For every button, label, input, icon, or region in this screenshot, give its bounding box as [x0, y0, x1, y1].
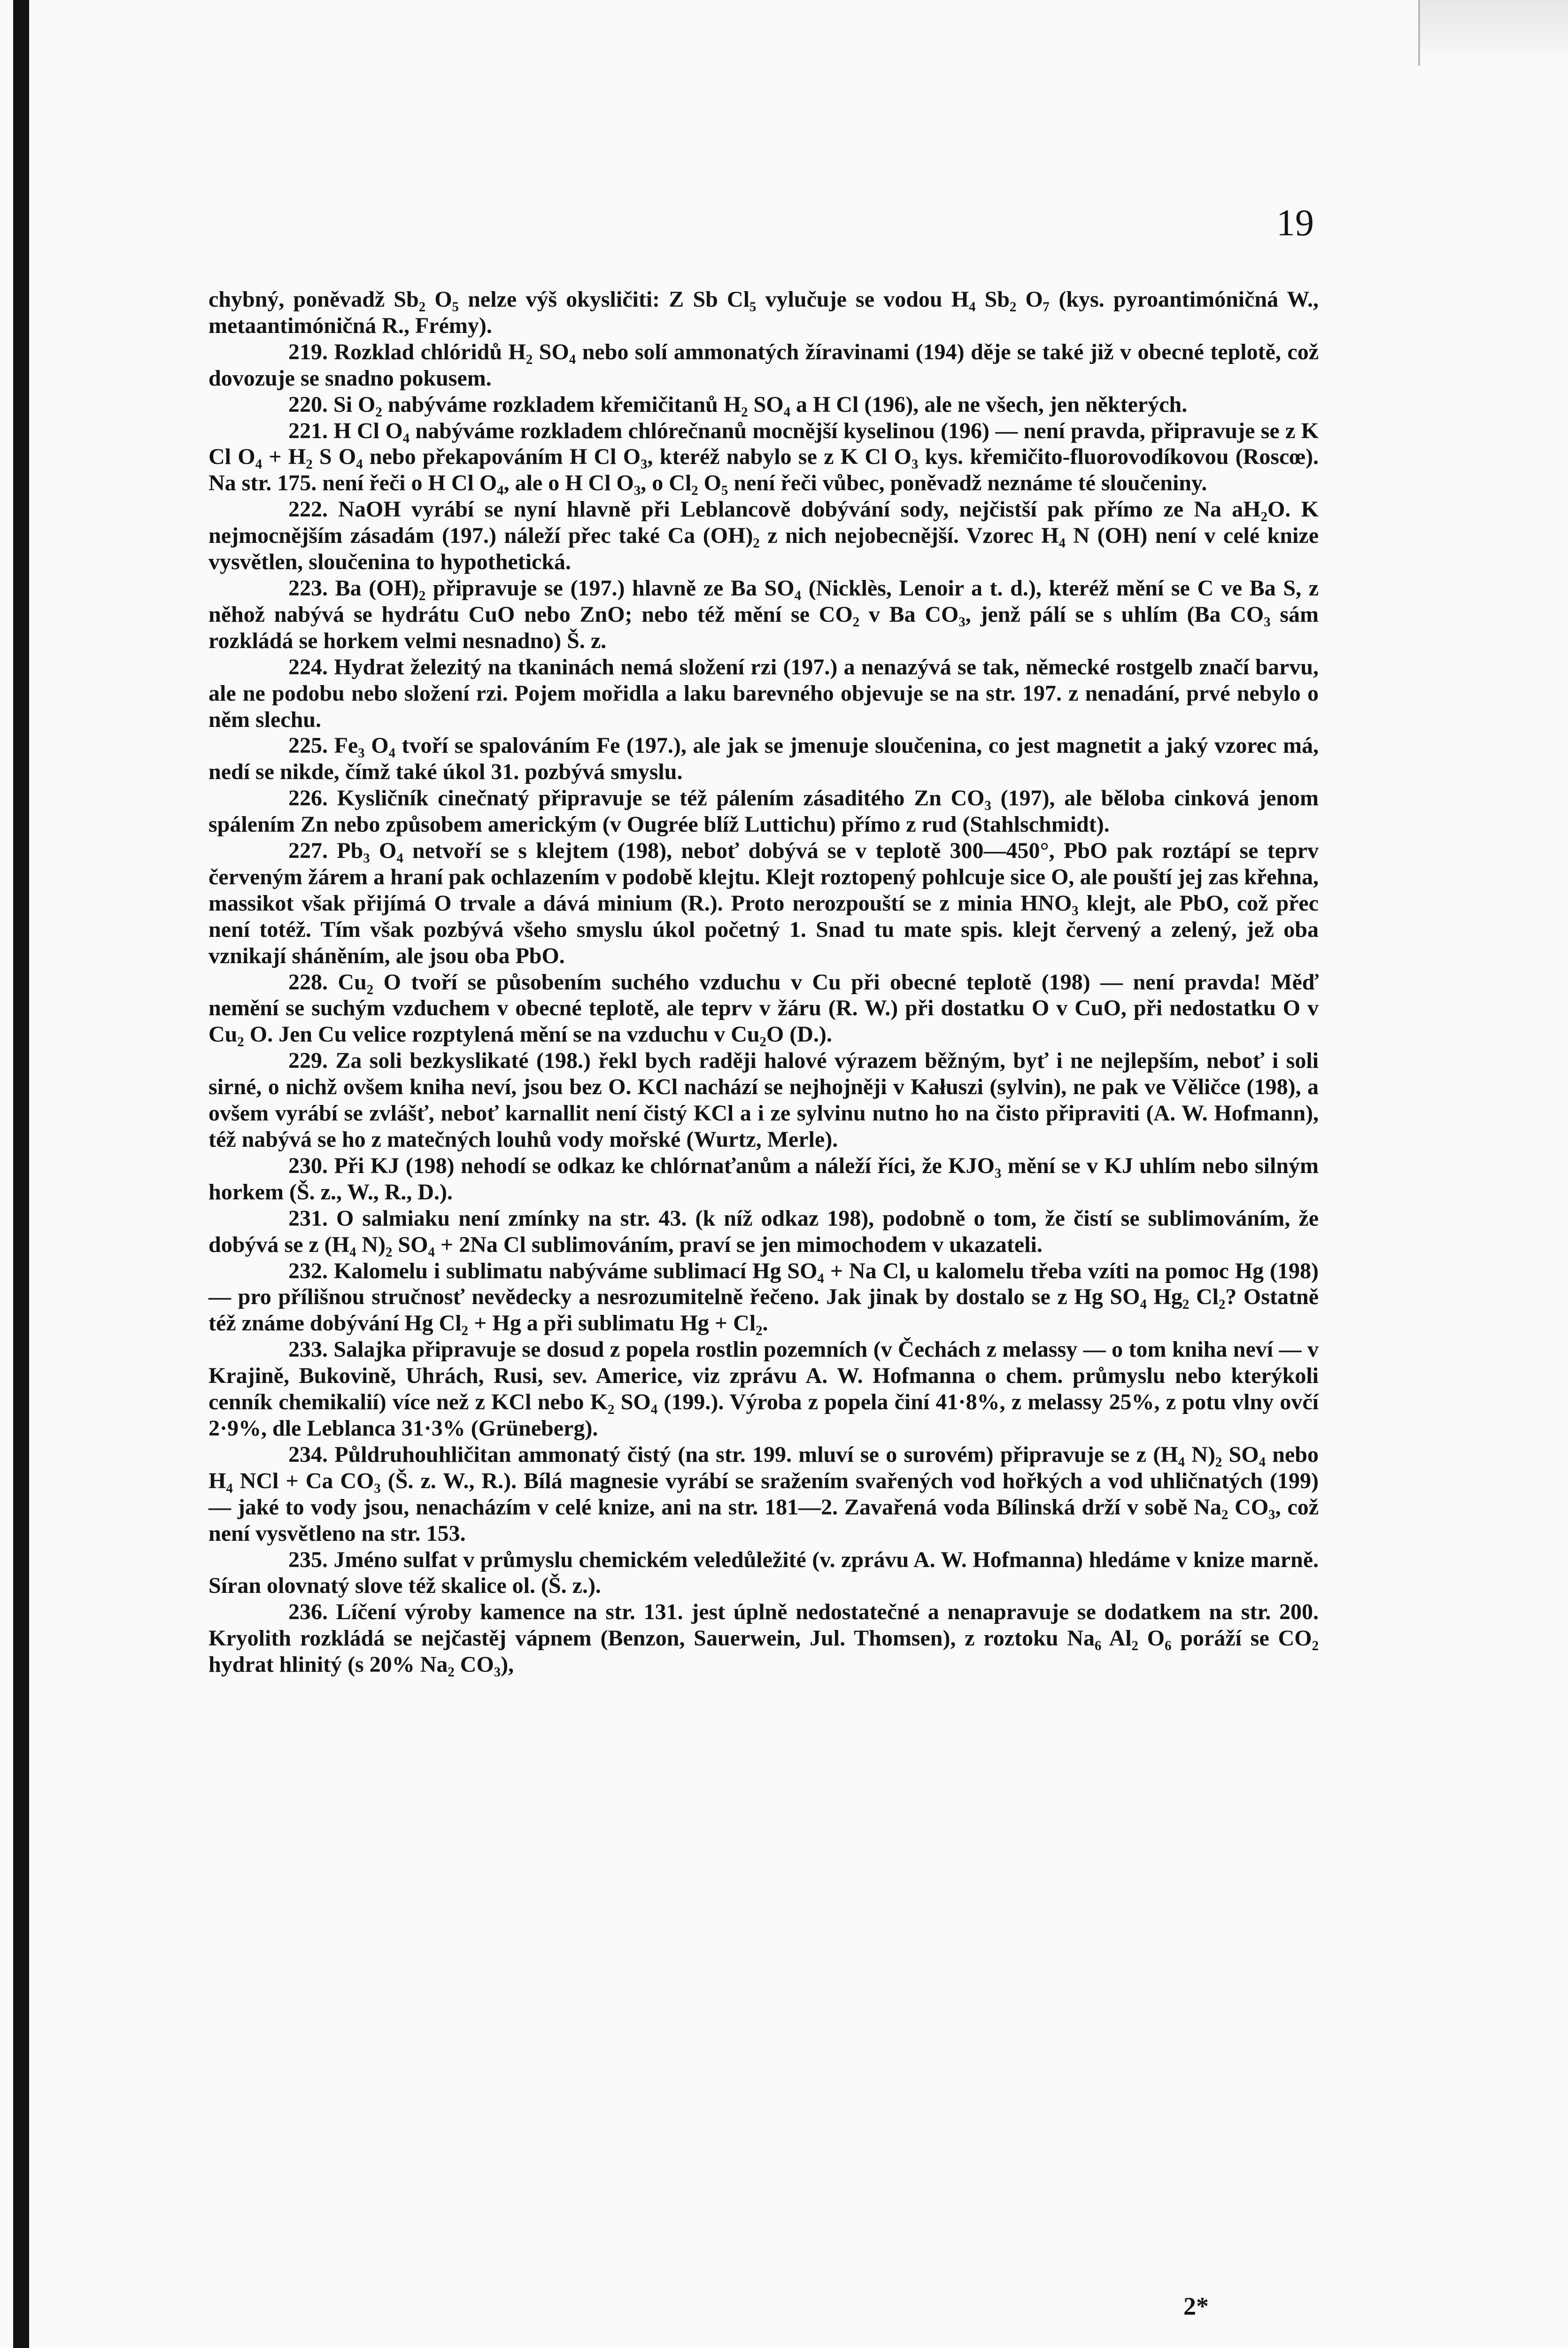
page-number: 19	[1276, 202, 1314, 244]
paragraph: 230. Při KJ (198) nehodí se odkaz ke chlórnaťanům a náleží říci, že KJO₃ mění se v KJ uhlím nebo silným horkem (Š. z., W., R., D.).	[209, 1153, 1319, 1205]
body-text	[209, 286, 1319, 1678]
paragraph: 223. Ba (OH)₂ připravuje se (197.) hlavně ze Ba SO₄ (Nicklès, Lenoir a t. d.), kteréž mění se C ve Ba S, z něhož nabývá se hydrátu CuO nebo ZnO; nebo též mění se CO₂ v Ba CO₃, jenž pálí se s uhlím (Ba CO₃ sám rozkládá se horkem velmi nesnadno) Š. z.	[209, 575, 1319, 653]
paragraph: 224. Hydrat železitý na tkaninách nemá složení rzi (197.) a nenazývá se tak, německé rostgelb značí barvu, ale ne podobu nebo složení rzi. Pojem mořidla a laku barevného objevuje se na str. 197. z nenadání, prvé nebylo o něm slechu.	[209, 654, 1319, 732]
paragraph: 235. Jméno sulfat v průmyslu chemickém veledůležité (v. zprávu A. W. Hofmanna) hledáme v knize marně. Síran olovnatý slove též skalice ol. (Š. z.).	[209, 1547, 1319, 1599]
paragraph: 226. Kysličník cinečnatý připravuje se též pálením zásaditého Zn CO₃ (197), ale běloba cinková jenom spálením Zn nebo způsobem americkým (v Ougrée blíž Luttichu) přímo z rud (Stahlschmidt).	[209, 786, 1319, 837]
printer-signature: 2*	[1183, 2292, 1209, 2320]
paragraph: 225. Fe₃ O₄ tvoří se spalováním Fe (197.), ale jak se jmenuje sloučenina, co jest magnetit a jaký vzorec má, nedí se nikde, čímž také úkol 31. pozbývá smyslu.	[209, 733, 1319, 785]
paragraph: 231. O salmiaku není zmínky na str. 43. (k níž odkaz 198), podobně o tom, že čistí se sublimováním, že dobývá se z (H₄ N)₂ SO₄ + 2Na Cl sublimováním, praví se jen mimochodem v ukazateli.	[209, 1205, 1319, 1257]
paragraph: 227. Pb₃ O₄ netvoří se s klejtem (198), neboť dobývá se v teplotě 300—450°, PbO pak roztápí se teprv červeným žárem a hraní pak ochlazením v podobě klejtu. Klejt roztopený pohlcuje sice O, ale pouští jej zas křehna, massikot však přijímá O trvale a dává minium (R.). Proto nerozpouští se z minia HNO₃ klejt, ale PbO, což přec není totéž. Tím však pozbývá všeho smyslu úkol početný 1. Snad tu mate spis. klejt červený a zelený, jež oba vznikají sháněním, ale jsou oba PbO.	[209, 838, 1319, 968]
paragraph: 220. Si O₂ nabýváme rozkladem křemičitanů H₂ SO₄ a H Cl (196), ale ne všech, jen některých.	[288, 392, 1188, 417]
paragraph: 229. Za soli bezkyslikaté (198.) řekl bych raději halové výrazem běžným, byť i ne nejlepším, neboť i soli sirné, o nichž ovšem kniha neví, jsou bez O. KCl nachází se nejhojněji v Kałuszi (sylvin), ne pak ve Věličce (198), a ovšem vyrábí se zvlášť, neboť karnallit není čistý KCl a i ze sylvinu nutno ho na čisto připraviti (A. W. Hofmann), též nabývá se ho z matečných louhů vody mořské (Wurtz, Merle).	[209, 1048, 1319, 1152]
paragraph: 236. Líčení výroby kamence na str. 131. jest úplně nedostatečné a nenapravuje se dodatkem na str. 200. Kryolith rozkládá se nejčastěj vápnem (Benzon, Sauerwein, Jul. Thomsen), z roztoku Na₆ Al₂ O₆ poráží se CO₂ hydrat hlinitý (s 20% Na₂ CO₃),	[209, 1599, 1319, 1677]
paragraph: 221. H Cl O₄ nabýváme rozkladem chlórečnanů mocnější kyselinou (196) — není pravda, připravuje se z K Cl O₄ + H₂ S O₄ nebo překapováním H Cl O₃, kteréž nabylo se z K Cl O₃ kys. křemičito-fluorovodíkovou (Roscœ). Na str. 175. není řeči o H Cl O₄, ale o H Cl O₃, o Cl₂ O₅ není řeči vůbec, poněvadž neznáme té sloučeniny.	[209, 418, 1319, 496]
binding-edge	[13, 0, 29, 2348]
paragraph: 222. NaOH vyrábí se nyní hlavně při Leblancově dobývání sody, nejčistší pak přímo ze Na aH₂O. K nejmocnějším zásadám (197.) náleží přec také Ca (OH)₂ z nich nejobecnější. Vzorec H₄ N (OH) není v celé knize vysvětlen, sloučenina to hypothetická.	[209, 497, 1319, 575]
scan-margin-mark	[1418, 0, 1568, 66]
paragraph: 232. Kalomelu i sublimatu nabýváme sublimací Hg SO₄ + Na Cl, u kalomelu třeba vzíti na pomoc Hg (198) — pro přílišnou stručnosť nevědecky a nesrozumitelně řečeno. Jak jinak by dostalo se z Hg SO₄ Hg₂ Cl₂? Ostatně též známe dobývání Hg Cl₂ + Hg a při sublimatu Hg + Cl₂.	[209, 1258, 1319, 1336]
paragraph: 219. Rozklad chlóridů H₂ SO₄ nebo solí ammonatých žíravinami (194) děje se také již v obecné teplotě, což dovozuje se snadno pokusem.	[209, 339, 1319, 391]
paragraph: chybný, poněvadž Sb₂ O₅ nelze výš okysličiti: Z Sb Cl₅ vylučuje se vodou H₄ Sb₂ O₇ (kys. pyroantimóničná W., metaantimóničná R., Frémy).	[209, 287, 1319, 338]
paragraph: 234. Půldruhouhličitan ammonatý čistý (na str. 199. mluví se o surovém) připravuje se z (H₄ N)₂ SO₄ nebo H₄ NCl + Ca CO₃ (Š. z. W., R.). Bílá magnesie vyrábí se sražením svařených vod hořkých a vod uhličnatých (199) — jaké to vody jsou, nenacházím v celé knize, ani na str. 181—2. Zavařená voda Bílinská drží v sobě Na₂ CO₃, což není vysvětleno na str. 153.	[209, 1442, 1319, 1546]
paragraph: 233. Salajka připravuje se dosud z popela rostlin pozemních (v Čechách z melassy — o tom kniha neví — v Krajině, Bukovině, Uhrách, Rusi, sev. Americe, viz zprávu A. W. Hofmanna o chem. průmyslu nebo kterýkoli cenník chemikalií) více než z KCl nebo K₂ SO₄ (199.). Výroba z popela činí 41·8%, z melassy 25%, z potu vlny ovčí 2·9%, dle Leblanca 31·3% (Grüneberg).	[209, 1337, 1319, 1441]
paragraph: 228. Cu₂ O tvoří se působením suchého vzduchu v Cu při obecné teplotě (198) — není pravda! Měď nemění se suchým vzduchem v obecné teplotě, ale teprv v žáru (R. W.) při dostatku O v CuO, při nedostatku O v Cu₂ O. Jen Cu velice rozptylená mění se na vzduchu v Cu₂O (D.).	[209, 969, 1319, 1047]
